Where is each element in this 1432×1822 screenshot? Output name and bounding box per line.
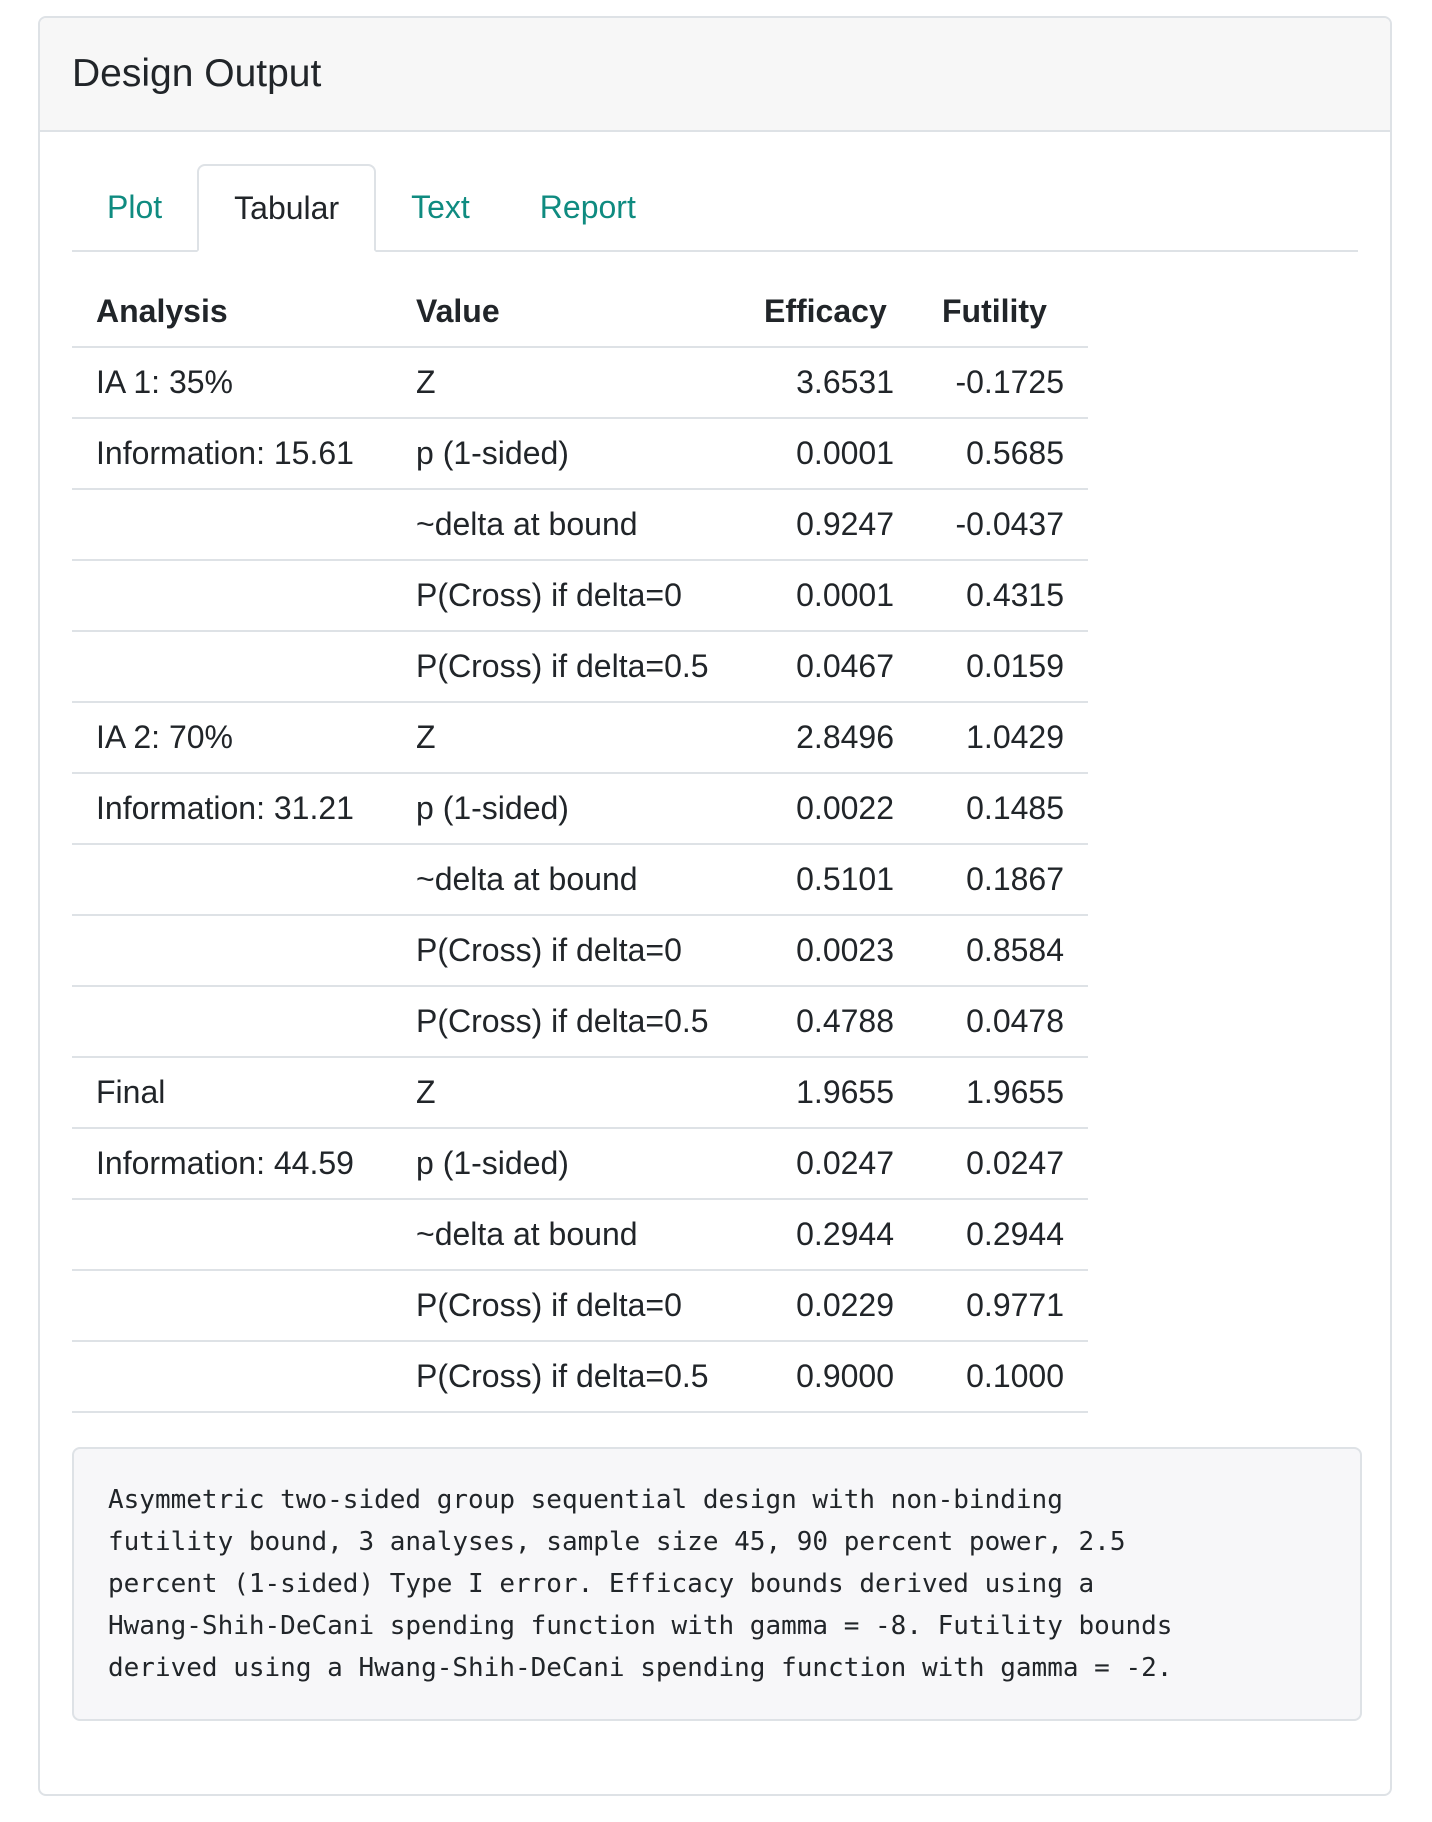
header-analysis: Analysis — [72, 276, 392, 347]
table-row — [72, 1128, 1088, 1199]
cell-futility: 0.4315 — [918, 560, 1088, 631]
table-row — [72, 773, 1088, 844]
table-row — [72, 1057, 1088, 1128]
cell-futility: 0.1000 — [918, 1341, 1088, 1412]
cell-futility: 0.8584 — [918, 915, 1088, 986]
cell-futility: 0.9771 — [918, 1270, 1088, 1341]
cell-analysis: Information: 31.21 — [72, 773, 392, 844]
cell-analysis: Information: 15.61 — [72, 418, 392, 489]
cell-analysis — [72, 560, 392, 631]
header-efficacy: Efficacy — [740, 276, 918, 347]
cell-analysis — [72, 631, 392, 702]
tab-report[interactable]: Report — [539, 188, 636, 225]
cell-analysis: Information: 44.59 — [72, 1128, 392, 1199]
cell-analysis: Final — [72, 1057, 392, 1128]
cell-efficacy: 0.2944 — [740, 1199, 918, 1270]
tab-tabular[interactable]: Tabular — [197, 164, 376, 252]
cell-efficacy: 0.0023 — [740, 915, 918, 986]
card-title: Design Output — [72, 52, 322, 95]
cell-value: P(Cross) if delta=0.5 — [392, 631, 740, 702]
table-body — [72, 347, 1088, 1412]
cell-analysis — [72, 489, 392, 560]
header-value: Value — [392, 276, 740, 347]
cell-value: P(Cross) if delta=0 — [392, 915, 740, 986]
cell-value: ~delta at bound — [392, 844, 740, 915]
cell-efficacy: 0.0247 — [740, 1128, 918, 1199]
cell-futility: 0.5685 — [918, 418, 1088, 489]
cell-futility: 0.1867 — [918, 844, 1088, 915]
table-row — [72, 915, 1088, 986]
cell-futility: 1.0429 — [918, 702, 1088, 773]
cell-value: P(Cross) if delta=0.5 — [392, 1341, 740, 1412]
cell-analysis: IA 1: 35% — [72, 347, 392, 418]
table-row — [72, 418, 1088, 489]
card-body — [40, 164, 1390, 1721]
table-row — [72, 560, 1088, 631]
table-header-row — [72, 276, 1088, 347]
cell-efficacy: 0.9247 — [740, 489, 918, 560]
cell-analysis — [72, 1199, 392, 1270]
cell-value: Z — [392, 1057, 740, 1128]
cell-value: p (1-sided) — [392, 418, 740, 489]
cell-value: p (1-sided) — [392, 1128, 740, 1199]
tab-text[interactable]: Text — [411, 188, 470, 225]
cell-efficacy: 0.0001 — [740, 418, 918, 489]
cell-value: Z — [392, 702, 740, 773]
tab-bar — [72, 164, 1358, 252]
cell-value: P(Cross) if delta=0.5 — [392, 986, 740, 1057]
design-table — [72, 276, 1088, 1413]
cell-efficacy: 0.5101 — [740, 844, 918, 915]
design-summary-text: Asymmetric two-sided group sequential design with non-binding futility bound, 3 analyses, sample size 45, 90 percent power, 2.5 percent (1-sided) Type I error. Efficacy bounds derived using a Hwang-Shih-DeCani spending function with gamma = -8. Futility bounds derived using a Hwang-Shih-DeCani spending function with gamma = -2. — [72, 1447, 1362, 1721]
table-row — [72, 702, 1088, 773]
cell-analysis — [72, 844, 392, 915]
table-row — [72, 347, 1088, 418]
design-output-card — [38, 16, 1392, 1796]
table-row — [72, 844, 1088, 915]
cell-efficacy: 0.9000 — [740, 1341, 918, 1412]
cell-analysis — [72, 1270, 392, 1341]
cell-efficacy: 1.9655 — [740, 1057, 918, 1128]
card-header — [40, 18, 1390, 132]
table-row — [72, 489, 1088, 560]
cell-analysis: IA 2: 70% — [72, 702, 392, 773]
cell-futility: 0.0159 — [918, 631, 1088, 702]
cell-analysis — [72, 1341, 392, 1412]
table-row — [72, 1199, 1088, 1270]
cell-efficacy: 3.6531 — [740, 347, 918, 418]
cell-analysis — [72, 915, 392, 986]
cell-futility: 1.9655 — [918, 1057, 1088, 1128]
cell-efficacy: 0.0467 — [740, 631, 918, 702]
tab-plot[interactable]: Plot — [107, 188, 163, 225]
cell-value: Z — [392, 347, 740, 418]
cell-futility: 0.0478 — [918, 986, 1088, 1057]
cell-analysis — [72, 986, 392, 1057]
table-row — [72, 1270, 1088, 1341]
table-row — [72, 986, 1088, 1057]
table-row — [72, 1341, 1088, 1412]
cell-value: P(Cross) if delta=0 — [392, 560, 740, 631]
cell-futility: 0.0247 — [918, 1128, 1088, 1199]
cell-value: ~delta at bound — [392, 489, 740, 560]
cell-futility: -0.0437 — [918, 489, 1088, 560]
cell-value: ~delta at bound — [392, 1199, 740, 1270]
cell-efficacy: 2.8496 — [740, 702, 918, 773]
cell-value: P(Cross) if delta=0 — [392, 1270, 740, 1341]
cell-efficacy: 0.0001 — [740, 560, 918, 631]
cell-futility: 0.2944 — [918, 1199, 1088, 1270]
cell-efficacy: 0.0229 — [740, 1270, 918, 1341]
table-row — [72, 631, 1088, 702]
cell-value: p (1-sided) — [392, 773, 740, 844]
cell-futility: -0.1725 — [918, 347, 1088, 418]
header-futility: Futility — [918, 276, 1088, 347]
cell-efficacy: 0.0022 — [740, 773, 918, 844]
cell-futility: 0.1485 — [918, 773, 1088, 844]
cell-efficacy: 0.4788 — [740, 986, 918, 1057]
